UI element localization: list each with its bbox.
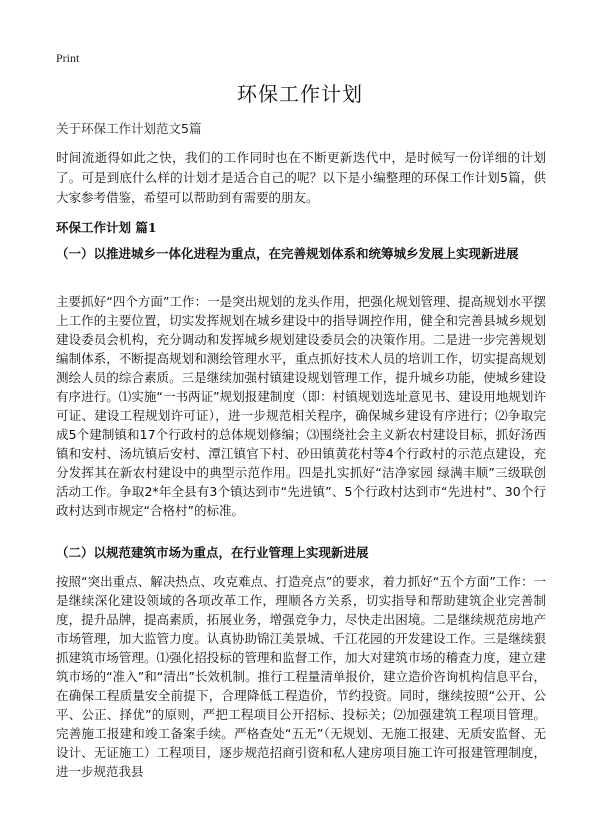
subsection-heading-2: （二）以规范建筑市场为重点，在行业管理上实现新进展	[56, 545, 369, 560]
page-title: 环保工作计划	[237, 82, 363, 106]
subsection-body-2: 按照“突出重点、解决热点、攻克难点、打造亮点”的要求，着力抓好“五个方面”工作：一是继续深化建设领域的各项改革工作，理顺各方关系，切实指导和帮助建筑企业完善制度，提升品牌，提高素质，拓展业务，增强竞争力，尽快走出困境。二是继续规范房地产市场管理，加大监管力度。认真协助锦江美景城、千江花园的开发建设工作。三是继续狠抓建筑市场管理。⑴强化招投标的管理和监督工作，加大对建筑市场的稽查力度，建立建筑市场的“准入”和“清出”长效机制。推行工程量清单报价，建立造价咨询机构信息平台，在确保工程质量安全前提下，合理降低工程造价，节约投资。同时，继续按照“公开、公平、公正、择优”的原则，严把工程项目公开招标、投标关；⑵加强建筑工程项目管理。完善施工报建和竣工备案手续。严格查处“五无”（无规划、无施工报建、无质安监督、无设计、无证施工）工程项目，逐步规范招商引资和私人建房项目施工许可报建管理制度，进一步规范我县	[56, 574, 546, 779]
section-heading: 环保工作计划 篇1	[56, 220, 157, 235]
print-label: Print	[56, 51, 80, 65]
intro-paragraph: 时间流逝得如此之快，我们的工作同时也在不断更新迭代中，是时候写一份详细的计划了。可是到底什么样的计划才是适合自己的呢？以下是小编整理的环保工作计划5篇，供大家参考借鉴，希望可以帮助到有需要的朋友。	[56, 150, 546, 205]
document-subtitle: 关于环保工作计划范文5篇	[56, 121, 202, 136]
subsection-heading-1: （一）以推进城乡一体化进程为重点，在完善规划体系和统筹城乡发展上实现新进展	[56, 246, 519, 261]
subsection-body-1: 主要抓好“四个方面”工作：一是突出规划的龙头作用，把强化规划管理、提高规划水平摆上工作的主要位置，切实发挥规划在城乡建设中的指导调控作用，健全和完善县城乡规划建设委员会机构，充分调动和发挥城乡规划建设委员会的决策作用。二是进一步完善规划编制体系，不断提高规划和测绘管理水平，重点抓好技术人员的培训工作，切实提高规划测绘人员的综合素质。三是继续加强村镇建设规划管理工作，提升城乡功能，使城乡建设有序进行。⑴实施“一书两证”规划报建制度（即：村镇规划选址意见书、建设用地规划许可证、建设工程规划许可证），进一步规范相关程序，确保城乡建设有序进行；⑵争取完成5个建制镇和17个行政村的总体规划修编；⑶围绕社会主义新农村建设目标，抓好汤西镇和安村、汤坑镇后安村、潭江镇官下村、砂田镇黄花村等4个行政村的示范点建设，充分发挥其在新农村建设中的典型示范作用。四是扎实抓好“洁净家园 绿满丰顺”三级联创活动工作。争取2*年全县有3个镇达到市“先进镇”、5个行政村达到市“先进村”、30个行政村达到市规定“合格村”的标准。	[56, 294, 546, 518]
